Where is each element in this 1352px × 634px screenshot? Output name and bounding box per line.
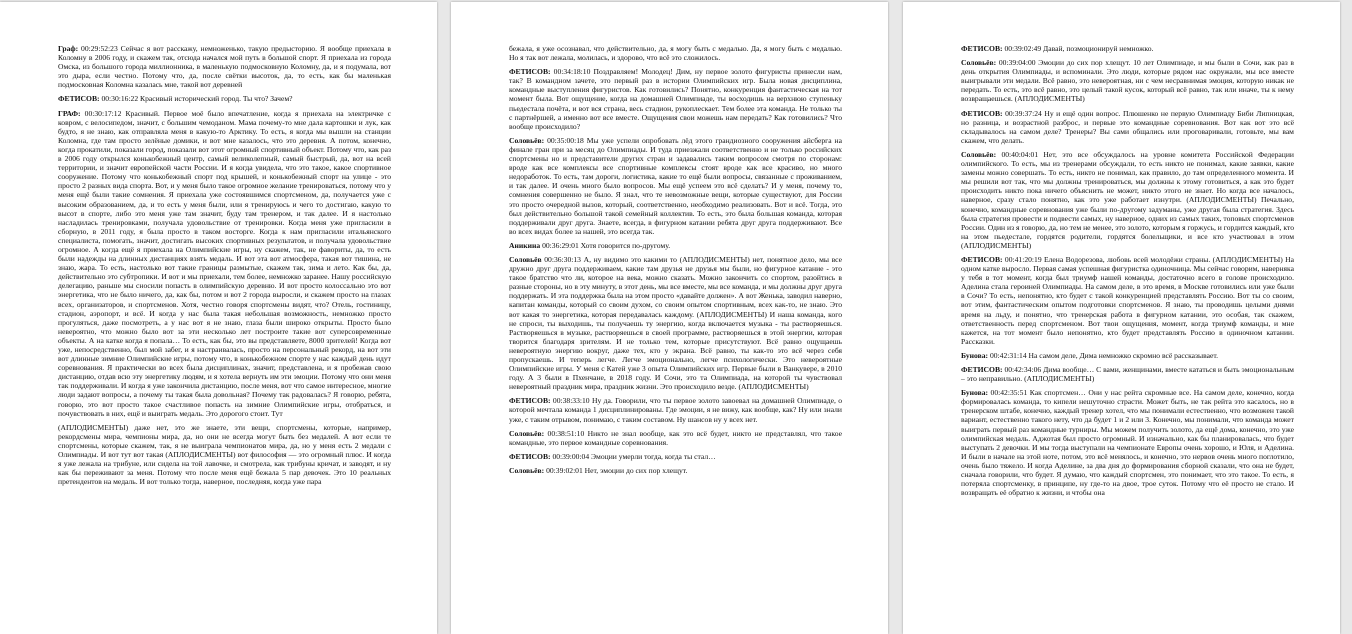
paragraph-text: 00:38:33:10 Ну да. Говорили, что ты первое золото завоевал на домашней Олимпиаде, о которой мечтала команда 1 дисциплинированы. Где эмоции, я не вижу, как вообще, как? Ну или знали уже, с таким отрывом, понимаю, с таким составом. Ну шансов ну у всех нет. [509, 396, 842, 424]
paragraph-text: 00:39:04:00 Эмоции до сих пор хлещут. 10 лет Олимпиаде, и мы были в Сочи, как раз в день открытия Олимпиады, и вспоминали. Это люди, которые рядом нас окружали, мы все вместе выигрывали эти медали. Всё равно, это невероятная, ни с чем несравнимая эмоция, которую никак не передать. То есть, это всё равно, это целый такой кусок, который всё равно, так или иначе, ты к нему возвращаешься. (АПЛОДИСМЕНТЫ) [961, 58, 1294, 104]
transcript-paragraph [509, 255, 842, 391]
paragraph-text: 00:36:29:01 Хотя говорится по-другому. [540, 240, 671, 250]
transcript-paragraph [961, 255, 1294, 346]
paragraph-text: 00:35:00:18 Мы уже успели опробовать лёд этого грандиозного сооружения айсберга на финале гран при за месяц до Олимпиады. И туда приезжали соответственно и не только российских спортсмены но и представители других стран и задавались таким вопросом смотря по сторонам: вроде как все комплексы все спортивные комплексы стоят вроде как все красиво, но много недоработок. То есть, там дороги, логистика, какие то ещё были вопросы, связанные с проживанием, и так далее. И очень много было вопросов. Мы ещё успеем это всё сделать? И у меня, почему то, сомнения совершенно не было. Я знал, что те невозможные вещи, которые существуют, для России это просто очередной вызов, который, соответственно, необходимо реализовать. Вот и всё. Тогда, это был действительно большой такой семейный коллектив. То есть, это была большая команда, которая поддерживали друг друга. Знаете, всегда, в фигурном катании ребята друг друга поддерживают. Все во всех видах более за нашей, это всегда так. [509, 135, 842, 236]
speaker-label: Соловьёв: [509, 428, 545, 438]
page-content [0, 2, 437, 486]
transcript-paragraph [509, 44, 842, 62]
speaker-label: Граф: [58, 44, 79, 53]
paragraph-text: 00:42:35:51 Как спортсмен… Они у нас рейта скромные все. На самом деле, конечно, когда формировалась команда, то кипели нешуточно страсти. Может быть, не так рейта это касалось, но в тренерском штабе, конечно, каждый тренер хотел, что мы понимали естественно, что возможен такой вариант, естественно такого нету, что да будет 1 и 2 или 3. Конечно, мы понимали, что команда может выиграть первый раз командные турниры. Мы можем получить золото, да ещё дома, конечно, это уже олимпийская медаль. Аджотая был просто огромный. И изначально, как бы планировалась, что будет выступать 2 девочки. И мы тогда выступали на чемпионате Европы очень хорошо, и Юля, и Аделина. И были в начале на этой ноте, потом, это всё менялось, и конечно, это нервов очень много поглотило, очень было тяжело. И когда Аделине, за два дня до формирования сборной сказали, что она не будет, сначала говорили, что будет. Я думаю, что каждый спортсмен, это понимает, что это такое. То есть, я потеряла спортсменку, в принципе, ну где-то на двое, трое суток. Потому что её просто не стало. И возвращать её обратно к жизни, и чтобы она [961, 388, 1294, 498]
speaker-label: ФЕТИСОВ: [509, 451, 551, 461]
speaker-label: Бунова: [961, 388, 989, 398]
paragraph-text: 00:39:37:24 Ну и ещё один вопрос. Плюшенко не первую Олимпиаду Биби Липницкая, но разница, и возрастной разброс, и первые это командные соревнования. Вот как вот это всё складывалось на самом деле? Тренеры? Вы сами общались или проговаривали, готовьте, мы вам скажем, что делать. [961, 108, 1294, 145]
transcript-paragraph [961, 365, 1294, 383]
transcript-paragraph [961, 44, 1294, 53]
transcript-paragraph [58, 94, 391, 103]
speaker-label: ФЕТИСОВ: [961, 365, 1003, 374]
paragraph-text: 00:42:31:14 На самом деле, Дима немножко скромно всё рассказывает. [988, 350, 1218, 360]
speaker-label: ФЕТИСОВ: [961, 44, 1003, 53]
paragraph-text: 00:40:04:01 Нет, это все обсуждалось на уровне комитета Российской Федерации олимпийского. То есть, мы из тренерами обсуждали, то есть никто не понимал, какие заявки, какие замены можно совершать. То есть, никто не понимал, как правило, до там определенного момента. И мы решили вот так, что мы должны тренироваться, мы должны к этому готовиться, а как это будет происходить никто пока ничего объяснить не может, никто этого не знает. Но когда все началось, наверное, сразу стало понятно, как это уже работает изнутри. (АПЛОДИСМЕНТЫ) Печально, конечно, командные соревнования уже были по-другому задуманы, уже другая была стратегия. Здесь была стратегия провести и подвести самых, ну наверное, одних из самых таких, топовых спортсменов России. Один из я говорю, да, но тем не менее, это золото, которым я горжусь, и гордится каждый, кто на этом пьедестале, гордятся родители, гордятся болельщики, и все кто участвовал в этом (АПЛОДИСМЕНТЫ) [961, 149, 1294, 250]
paragraph-text: 00:30:16:22 Красивый исторический город. Ты что? Зачем? [99, 94, 293, 104]
transcript-paragraph [509, 466, 842, 475]
paragraph-text: 00:41:20:19 Елена Водорезова, любовь всей молодёжи страны. (АПЛОДИСМЕНТЫ) На одном катке выросло. Первая самая успешная фигуристка одиночница. Мы сейчас говорим, наверняка у тебя в тот момент, когда был триумф нашей команды, достаточно всего в голове происходило. Аделина стала героиней Олимпиады. На самом деле, в это время, в Москве готовились или уже были в Сочи? То есть, непонятно, кто будет с такой конкуренцией представлять Россию. Вот ты со своим, вот этим, фантастическим опытом подготовки спортсменов. Я знаю, ты проводишь целыми днями время на льду, и понятно, что тренерская работа в фигурном катании, это особая, так скажем, ответственность перед спортсменом. Вот твои ощущения, момент, когда триумф команды, и мне кажется, на тот момент было непонятно, кто будет представлять Россию в одиночном катании. Рассказки. [961, 254, 1294, 346]
transcript-paragraph [961, 58, 1294, 103]
transcript-paragraph [961, 351, 1294, 360]
paragraph-text: 00:39:02:01 Нет, эмоции до сих пор хлещут. [544, 465, 688, 475]
paragraph-text: 00:42:34:06 Дима вообще… С вами, женщинами, вместе кататься и быть эмоциональным – это неправильно. (АПЛОДИСМЕНТЫ) [961, 365, 1294, 384]
speaker-label: ФЕТИСОВ: [509, 396, 551, 406]
paragraph-text: 00:30:17:12 Красивый. Первое моё было впечатление, когда я приехала на электричке с ковром, с велосипедом, значит, с большим чемоданом. Мама почему-то мне дала картошки и лук, как будто, я не знаю, как отправляла меня в какую-то Арктику. То есть, я когда мы вышли на станции Коломна, где там просто зелёные домики, и вот мне казалось, что это деревня. А потом, конечно, когда прокатили, показали город, показали вот этот огромный спортивный объект. Потому что, как раз в 2006 году открылся конькобежный центр, самый великолепный, самый быстрый, да, вот на всей территории, и значит европейской части России. И я когда увидела, что это такое, какое спортивное сооружение. Потому что конькобежный спорт под крышей, и конькобежный спорт на улице - это просто 2 разных вида спорта. Вот, и у меня было такое огромное желание тренироваться, потому что у меня ещё были такие сомнения. Я приехала уже состоявшимся спортсменом, да, получается уже с высоким образованием, да, и то есть у меня были, или я тренируюсь и чего то достигаю, какую то высот в спорте, либо это меня уже там значит, буду там тренером, и так далее. И я настолько насладилась тренировками, получала удовольствие от тренировки. Когда меня уже пригласили в сборную, в 2011 году, я была просто в таком восторге. Когда к нам пригласили итальянского специалиста, помогать, значит, достигать высоких спортивных результатов, и получала удовольствие огромное. А когда ещё я приехала на Олимпийские игры, ну скажем, так, не фавориты, да, то есть были надежды на длинных дистанциях взять медаль. И вот эта вот атмосфера, такая вот тишина, не знаю, жара. То есть, настолько вот такие границы размытые, скажем так, зима и лето. Как бы, да, действительно это субтропики. И вот и мы приехали, тем более, немножко заранее. Нашу российскую делегацию, раньше мы сносили попасть в олимпийскую деревню. И вот просто колоссально это вот энергетика, что не было ничего, да, как бы, потом и вот 2 города выросли, и скажем просто на глазах всех, организаторов, и спортсменов. Хотя, честно говоря спортсмены видят, что? Отель, гостиницу, стадион, аэропорт, и всё. И когда у нас была такая небольшая возможность, немножко просто прогуляться, даже посмотреть, а у нас вот я не знаю, глаза были широко открыты. Просто было невероятно, что можно было вот за эти несколько лет построите такие вот суперсовременные объекты. А на катке когда я попала… То есть, как бы, это вы представляете, 8000 зрителей! Когда вот уже, непосредственно, был мой забег, и я настраивалась, просто на персональный рекорд, на вот эти вот длинные зимние Олимпийские игры, потому что, в конькобежном спорте у нас каждый день идут соревнования. Я практически во всех была дисциплинах, значит, представлена, и я пробежав свою дистанцию, отдав всю эту энергетику людям, и я хотела вернуть им эти эмоции. Потому что они меня так поддерживали. И когда я уже закончила дистанцию, после меня, вот что самое интересное, многие люди задают вопросы, а почему ты такая была довольная? Почему так радовалась? Я говорю, ребята, говорю, это вот просто такое счастливое попасть на зимние Олимпийские игры, отобраться, и почувствовать в них, ещё и выиграть медаль. Это дорогого стоит. Тут [58, 108, 391, 418]
paragraph-text: 00:29:52:23 Сейчас я вот расскажу, немноженько, такую предысторию. Я вообще приехала в Коломну в 2006 году, и скажем так, отсюда начался мой путь в большой спорт. Я приехала из города Омска, из большого города миллионника, в маленькую подмосковную Коломну, да, и я подумала, вот это дыра, если честно. Потому что, да, после свётки высоток, да, то есть, как бы маленькая подмосковная Коломна казалась мне, такой вот деревней [58, 44, 391, 90]
page-content [451, 2, 888, 475]
paragraph-text: 00:38:51:10 Никто не знал вообще, как это всё будет, никто не представлял, что такое командные, это первое командные соревнования. [509, 428, 842, 447]
document-page-2 [451, 2, 888, 634]
transcript-paragraph [961, 150, 1294, 250]
paragraph-text: 00:39:00:04 Эмоции умерли тогда, когда ты стал… [550, 451, 716, 461]
speaker-label: ФЕТИСОВ: [961, 254, 1003, 264]
transcript-paragraph [509, 452, 842, 461]
speaker-label: ФЕТИСОВ: [961, 108, 1003, 118]
document-page-3 [903, 2, 1340, 634]
transcript-paragraph [509, 429, 842, 447]
speaker-label: ФЕТИСОВ: [58, 94, 100, 104]
speaker-label: Соловьёв: [961, 149, 997, 159]
transcript-paragraph [509, 67, 842, 131]
transcript-paragraph [961, 388, 1294, 497]
page-content [903, 2, 1340, 497]
paragraph-text: (АПЛОДИСМЕНТЫ) даже нет, это же знаете, эти вещи, спортсмены, которые, например, рекордсмены мира, чемпионы мира, да, но они не всегда могут быть без медалей. А вот если те спортсмены, которые скажем, так, я не выиграла чемпионатов мира, да, но у меня есть 2 медали с Олимпиады. И вот тут вот такая (АПЛОДИСМЕНТЫ) вот философия — это огромный плюс. И когда я уже лежала на трибуне, или сидела на той лавочке, и смотрела, как трибуны кричат, и заводят, и ну как бы переживают за меня. Потому что после меня ещё бежала 5 пар девочек. Это 10 реальных претендентов на медаль. И вот только тогда, наверное, последняя, когда уже пара [58, 422, 391, 487]
transcript-paragraph [58, 423, 391, 487]
speaker-label: Соловьёв: [509, 465, 545, 475]
transcript-paragraph [58, 44, 391, 89]
speaker-label: ФЕТИСОВ: [509, 67, 551, 77]
speaker-label: Соловьёв: [961, 58, 997, 68]
paragraph-text: 00:36:30:13 А, ну видимо это какими то (АПЛОДИСМЕНТЫ) нет, понятное дело, мы все дружно друг друга поддерживаем, какие там друзья не друзья мы были, но фигурное катание - это такое братство что ли, которое на века, можно сказать. Можно закончить со спортом, разойтись в разные стороны, но в эту минуту, в этот день, мы все вместе, мы все команда, и мы должны друг друга поддержать. И эта поддержка была на этом просто «давайте должен». А вот Женька, заводил наверно, капитан команды, который со своим духом, со своим опытом спортивным, всех как-то, не знаю. Это вот какая то энергетика, которая передавалась каждому. (АПЛОДИСМЕНТЫ) И наша команда, кого не спроси, ты выходишь, ты получаешь ту энергию, когда включается музыка - ты растворяешься. Растворяешься в музыке, растворяешься в своей программе, растворяешься в этой энергии, которая творится благодаря зрителям. И не только тем, которые присутствуют. Всё равно ощущаешь невероятную энергию вокруг, даже тех, кто у экрана. Всё равно, ты как-то это всё через себя пропускаешь. И теперь легче. Легче эмоционально, легче психологически. Это невероятные Олимпийские игры. У меня с Катей уже 3 опыта Олимпийских игр. Первые были в Ванкувере, в 2010 году. А 3 были в Пхенчане, в 2018 году. И Сочи, это та Олимпиада, на которой ты чувствовал невероятный праздник мира, праздник жизни. Это происходило везде. (АПЛОДИСМЕНТЫ) [509, 254, 842, 392]
paragraph-text: 00:34:18:10 Поздравляем! Молодец! Дим, ну первое золото фигуристы принесли нам, так? В командном зачете, это первый раз в истории Олимпийских игр. Была новая дисциплина, командные выступления фигуристов. Как готовились? Понятно, конкуренция фантастическая на тот момент была. Вот ощущение, когда на домашней Олимпиаде, ты восходишь на верхнюю ступеньку пьедестала почёта, и вот вся страна, весь стадион, рукоплескает. Тем более эта команда. Не только ты с партнёршей, а именно вот все вместе. Ощущения свои можешь нам передать? Как готовились? Что вообще происходило? [509, 67, 842, 131]
speaker-label: Соловьёв [509, 254, 542, 264]
speaker-label: ГРАФ: [58, 108, 81, 118]
transcript-paragraph [961, 109, 1294, 145]
transcript-paragraph [509, 396, 842, 423]
document-page-1 [0, 2, 437, 634]
transcript-paragraph [58, 109, 391, 418]
speaker-label: Аникина [509, 240, 541, 250]
transcript-paragraph [509, 136, 842, 236]
paragraph-text: 00:39:02:49 Давай, позмоциониpуй немножко. [1002, 44, 1154, 53]
speaker-label: Бунова: [961, 350, 989, 360]
paragraph-text: бежала, я уже осознавал, что действительно, да, я могу быть с медалью. Да, я могу быть с медалью. Но я так вот лежала, молилась, и здорово, что всё это сложилось. [509, 44, 842, 63]
transcript-paragraph [509, 241, 842, 250]
speaker-label: Соловьёв: [509, 135, 545, 145]
